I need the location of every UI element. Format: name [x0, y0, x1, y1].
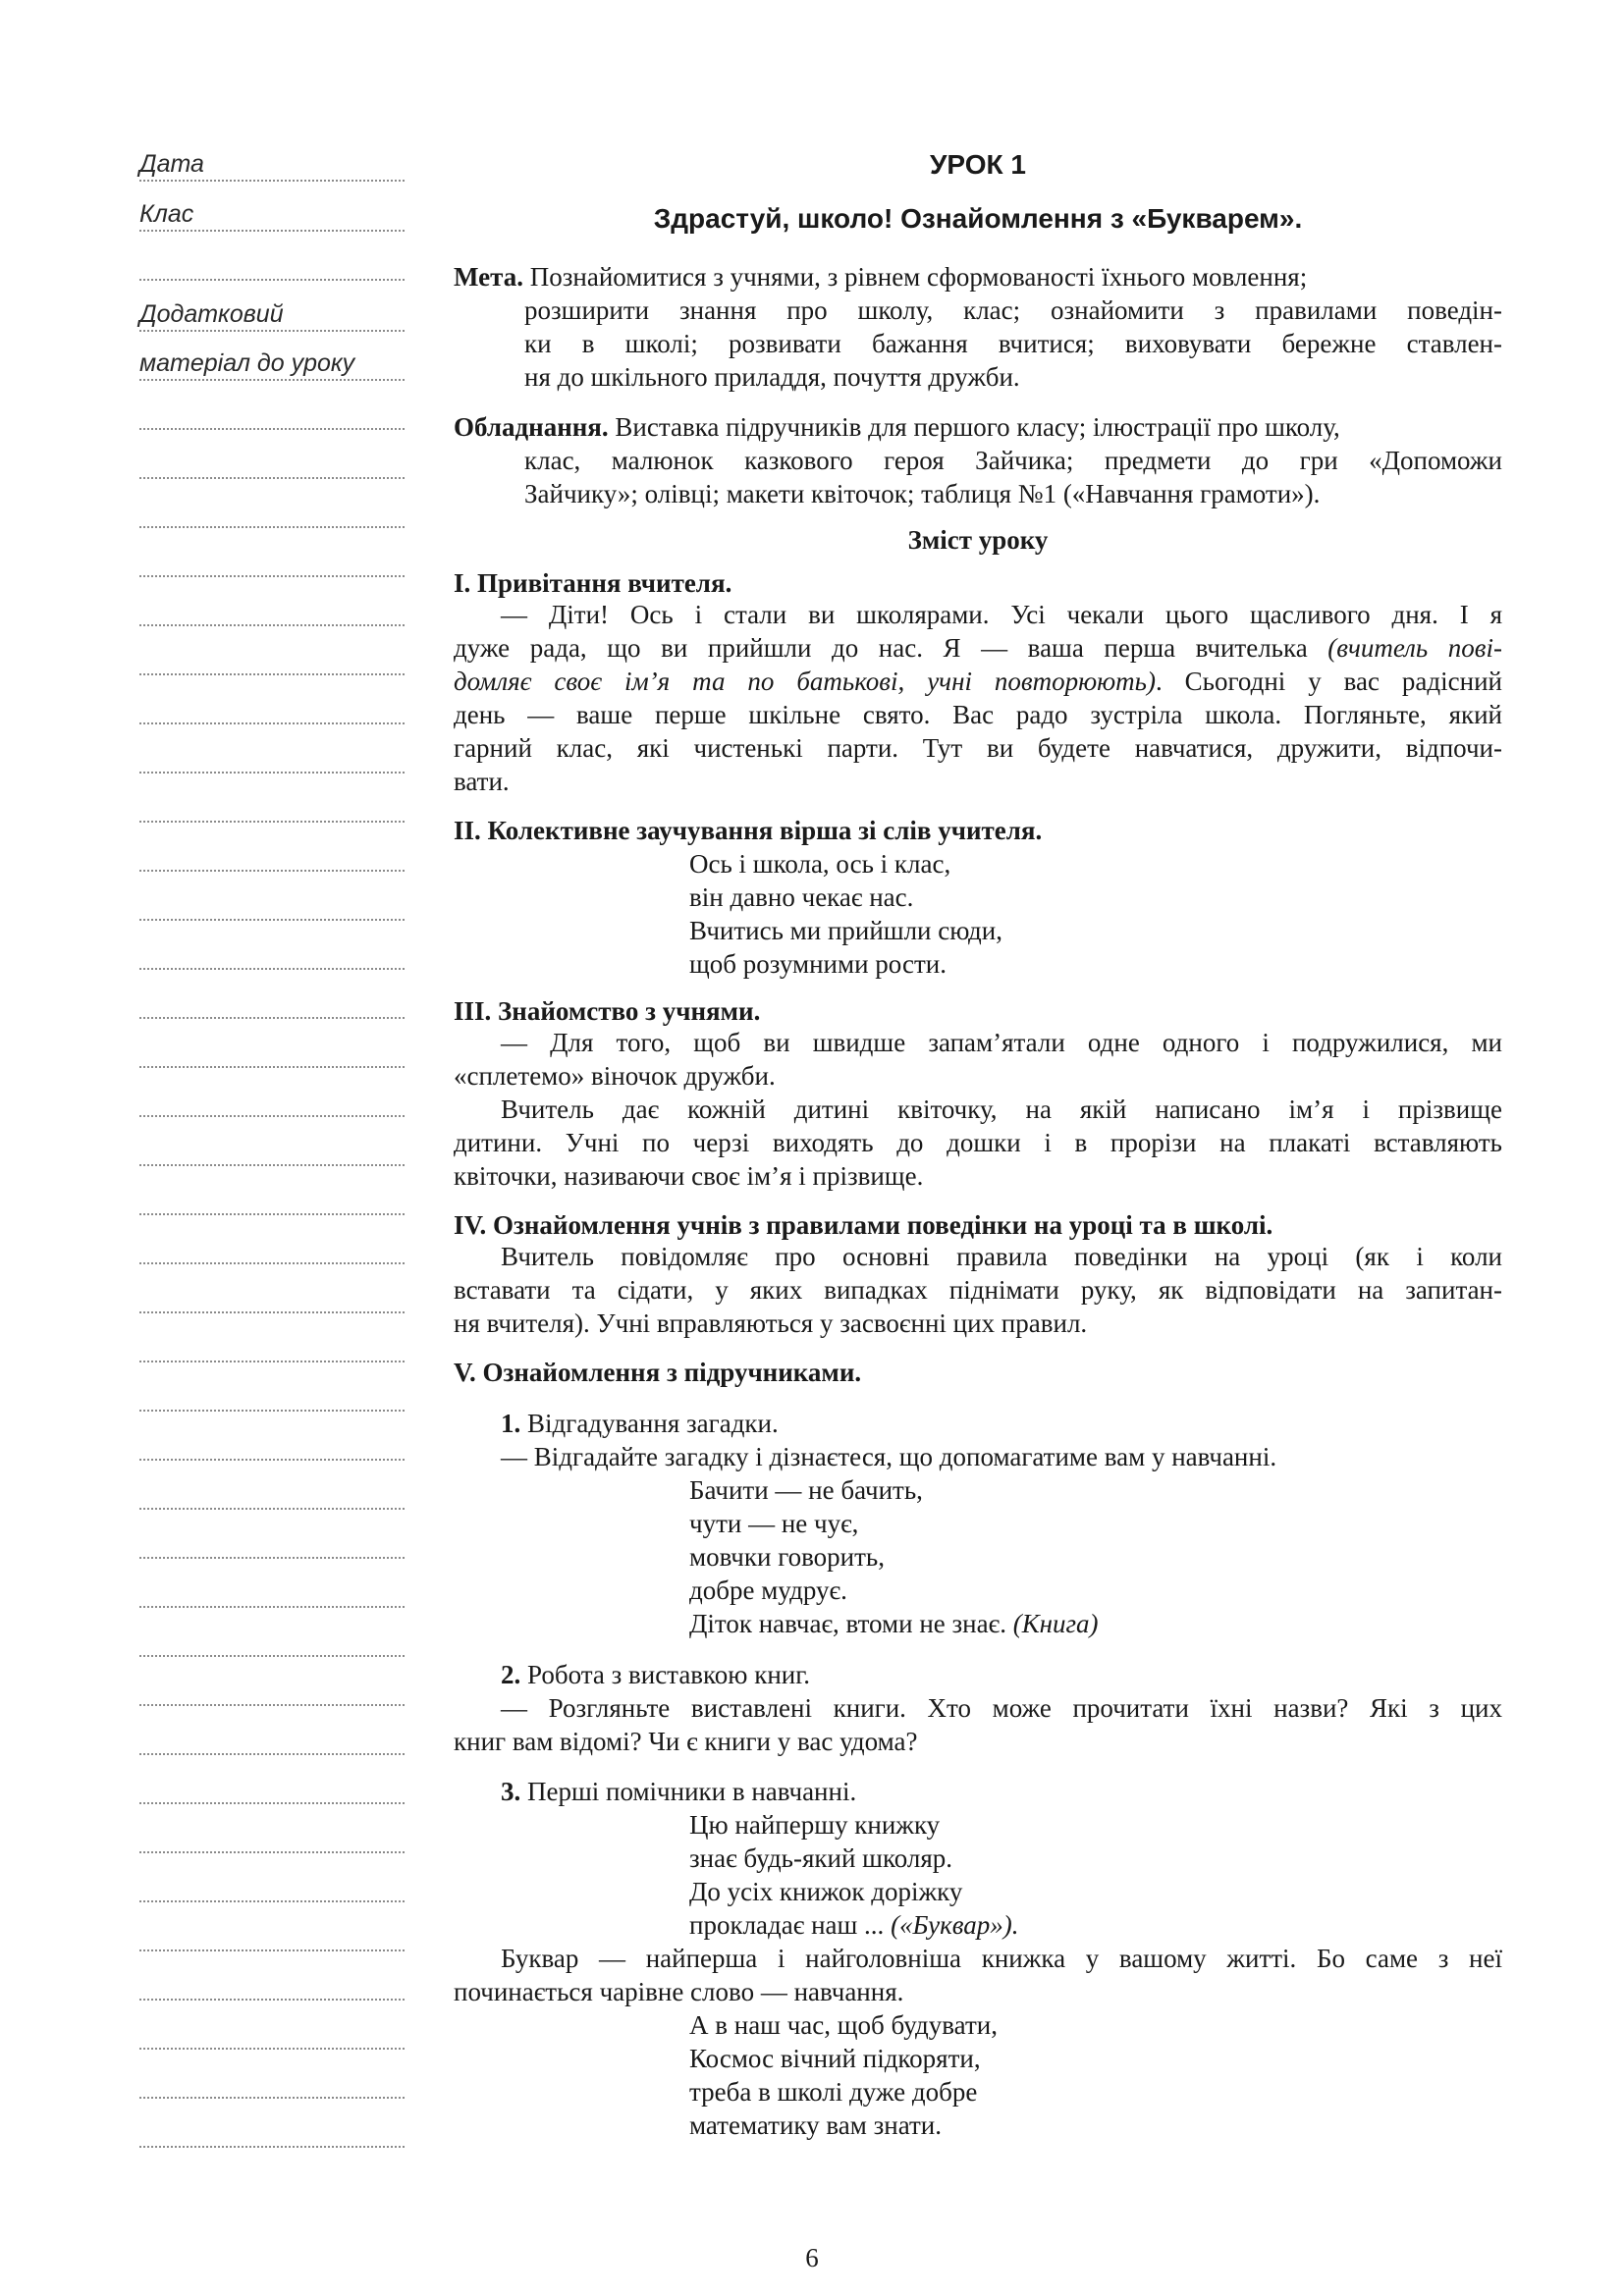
paragraph-line: вставати та сідати, у яких випадках піднімати руку, як відповідати на запитан-	[454, 1275, 1502, 1305]
lesson-number: УРОК 1	[930, 149, 1026, 180]
margin-line	[139, 1164, 405, 1166]
italic-note: домляє своє ім’я та по батькові, учні повторюють)	[454, 667, 1156, 696]
margin-line	[139, 1900, 405, 1902]
margin-line	[139, 1311, 405, 1313]
class-line	[139, 230, 405, 232]
margin-line	[139, 2048, 405, 2050]
paragraph-line: Вчитель повідомляє про основні правила поведінки на уроці (як і коли	[501, 1242, 1502, 1271]
item-text: Відгадування загадки.	[520, 1409, 779, 1438]
extra-material-line	[139, 330, 405, 332]
margin-line	[139, 821, 405, 823]
page-number: 6	[805, 2243, 819, 2272]
equipment-label: Обладнання.	[454, 412, 609, 442]
paragraph-line	[454, 631, 1502, 665]
item-number: 3.	[501, 1777, 521, 1806]
paragraph-line: гарний клас, які чистенькі парти. Тут ви будете навчатися, дружити, відпочи-	[454, 733, 1502, 763]
goal-label: Мета.	[454, 262, 523, 292]
margin-line	[139, 624, 405, 626]
numbered-item	[501, 1407, 1549, 1440]
text-span: прокладає наш ...	[689, 1910, 892, 1940]
poem-line: Вчитись ми прийшли сюди,	[689, 916, 1002, 945]
section-heading: ІІ. Колективне заучування вірша зі слів учителя.	[454, 816, 1043, 845]
extra-material-label: Додатковий	[139, 300, 284, 328]
paragraph-line: Буквар — найперша і найголовніша книжка у вашому житті. Бо саме з неї	[501, 1944, 1502, 1973]
margin-line	[139, 1410, 405, 1412]
margin-line	[139, 772, 405, 774]
margin-line	[139, 870, 405, 872]
numbered-item	[501, 1775, 1549, 1808]
paragraph-line: ня вчителя). Учні вправляються у засвоєнні цих правил.	[454, 1308, 1088, 1338]
notes-margin	[139, 0, 405, 2296]
margin-line	[139, 1262, 405, 1264]
extra-material-line-2	[139, 379, 405, 381]
margin-line	[139, 1017, 405, 1019]
equipment-line: Зайчику»; олівці; макети квіточок; таблиця №1 («Навчання грамоти»).	[524, 479, 1321, 508]
poem-line: А в наш час, щоб будувати,	[689, 2010, 998, 2040]
section-heading: ІІІ. Знайомство з учнями.	[454, 996, 761, 1026]
goal-text: Познайомитися з учнями, з рівнем сформованості їхнього мовлення;	[529, 262, 1308, 292]
margin-line	[139, 2146, 405, 2148]
margin-line	[139, 1361, 405, 1362]
margin-line	[139, 968, 405, 970]
margin-line	[139, 1753, 405, 1755]
poem-line	[689, 1908, 1435, 1942]
poem-line: щоб розумними рости.	[689, 949, 947, 979]
paragraph-line: вати.	[454, 767, 510, 796]
paragraph-line: Вчитель дає кожній дитині квіточку, на якій написано ім’я і прізвище	[501, 1095, 1502, 1124]
margin-line	[139, 1999, 405, 2001]
margin-line	[139, 1949, 405, 1951]
paragraph-line: квіточки, називаючи своє ім’я і прізвище.	[454, 1161, 924, 1191]
riddle-line: Бачити — не бачить,	[689, 1475, 923, 1505]
poem-line: Цю найпершу книжку	[689, 1810, 941, 1840]
margin-line	[139, 1459, 405, 1461]
poem-line: знає будь-який школяр.	[689, 1843, 952, 1873]
poem-line: Ось і школа, ось і клас,	[689, 849, 951, 879]
margin-line	[139, 1213, 405, 1215]
goal-line	[454, 260, 1502, 294]
margin-line	[139, 1606, 405, 1608]
margin-line	[139, 722, 405, 724]
equipment-text: Виставка підручників для першого класу; ілюстрації про школу,	[615, 412, 1340, 442]
margin-line	[139, 428, 405, 430]
lesson-content	[454, 0, 1502, 2296]
lesson-title: Здрастуй, школо! Ознайомлення з «Букварем».	[653, 203, 1303, 234]
goal-line: ня до шкільного приладдя, почуття дружби.	[524, 362, 1020, 392]
margin-line	[139, 1557, 405, 1559]
margin-line	[139, 2097, 405, 2099]
paragraph-line: дитини. Учні по черзі виходять до дошки і в прорізи на плакаті вставляють	[454, 1128, 1502, 1157]
poem-line: математику вам знати.	[689, 2110, 943, 2140]
poem-line: він давно чекає нас.	[689, 882, 914, 912]
text-span: дуже рада, що ви прийшли до нас. Я — ваша перша вчителька	[454, 633, 1328, 663]
paragraph-line: — Розгляньте виставлені книги. Хто може прочитати їхні назви? Які з цих	[501, 1693, 1502, 1723]
riddle-answer: (Книга)	[1012, 1609, 1099, 1638]
margin-line	[139, 575, 405, 577]
margin-line	[139, 673, 405, 675]
paragraph-line: «сплетемо» віночок дружби.	[454, 1061, 776, 1091]
item-text: Перші помічники в навчанні.	[520, 1777, 857, 1806]
italic-note: (вчитель пові-	[1327, 633, 1502, 663]
goal-line: ки в школі; розвивати бажання вчитися; виховувати бережне ставлен-	[524, 329, 1502, 358]
riddle-answer: («Буквар»).	[891, 1910, 1019, 1940]
equipment-line	[454, 410, 1502, 444]
margin-line	[139, 1704, 405, 1706]
item-text: Робота з виставкою книг.	[520, 1660, 811, 1689]
class-label: Клас	[139, 200, 194, 228]
item-number: 1.	[501, 1409, 521, 1438]
text-span: Діток навчає, втоми не знає.	[689, 1609, 1013, 1638]
margin-line	[139, 1066, 405, 1068]
margin-line	[139, 526, 405, 528]
riddle-line: мовчки говорить,	[689, 1542, 885, 1572]
extra-material-label-2: матеріал до уроку	[139, 349, 355, 377]
paragraph-line: починається чарівне слово — навчання.	[454, 1977, 904, 2006]
section-heading: V. Ознайомлення з підручниками.	[454, 1358, 862, 1387]
riddle-line: чути — не чує,	[689, 1509, 859, 1538]
riddle-line	[689, 1607, 1435, 1640]
numbered-item	[501, 1658, 1549, 1691]
margin-line	[139, 1655, 405, 1657]
margin-line	[139, 477, 405, 479]
paragraph-line: — Відгадайте загадку і дізнаєтеся, що допомагатиме вам у навчанні.	[501, 1442, 1277, 1471]
margin-line	[139, 1508, 405, 1510]
poem-line: треба в школі дуже добре	[689, 2077, 978, 2107]
margin-line	[139, 919, 405, 921]
poem-line: Космос вічний підкоряти,	[689, 2044, 981, 2073]
text-span: . Сьогодні у вас радісний	[1155, 667, 1502, 696]
date-label: Дата	[139, 150, 204, 178]
riddle-line: добре мудрує.	[689, 1575, 847, 1605]
paragraph-line: книг вам відомі? Чи є книги у вас удома?	[454, 1727, 918, 1756]
margin-line	[139, 279, 405, 281]
content-heading: Зміст уроку	[907, 525, 1049, 555]
poem-line: До усіх книжок доріжку	[689, 1877, 963, 1906]
margin-line	[139, 1851, 405, 1853]
equipment-line: клас, малюнок казкового героя Зайчика; предмети до гри «Допоможи	[524, 446, 1502, 475]
margin-line	[139, 1802, 405, 1804]
date-line	[139, 180, 405, 182]
section-heading: І. Привітання вчителя.	[454, 568, 732, 598]
paragraph-line: — Діти! Ось і стали ви школярами. Усі чекали цього щасливого дня. І я	[501, 600, 1502, 629]
item-number: 2.	[501, 1660, 521, 1689]
paragraph-line: — Для того, щоб ви швидше запам’ятали одне одного і подружилися, ми	[501, 1028, 1502, 1057]
margin-line	[139, 1115, 405, 1117]
paragraph-line	[454, 665, 1502, 698]
section-heading: ІV. Ознайомлення учнів з правилами поведінки на уроці та в школі.	[454, 1210, 1273, 1240]
goal-line: розширити знання про школу, клас; ознайомити з правилами поведін-	[524, 295, 1502, 325]
paragraph-line: день — ваше перше шкільне свято. Вас радо зустріла школа. Погляньте, який	[454, 700, 1502, 729]
